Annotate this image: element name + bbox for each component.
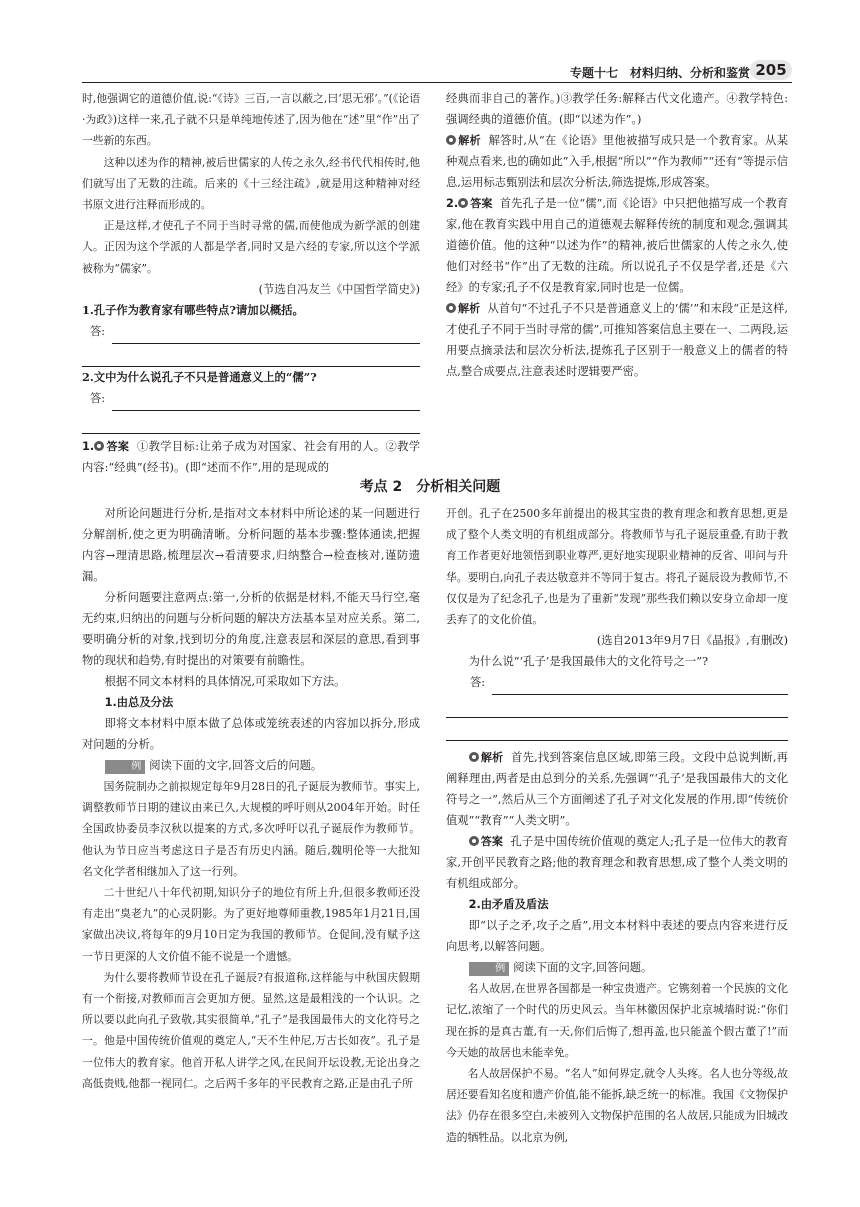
method-title: 2.由矛盾及盾法 xyxy=(468,898,549,912)
question: 为什么说“‘孔子’是我国最伟大的文化符号之一”? xyxy=(468,655,709,669)
example-prompt xyxy=(82,755,420,776)
answer-tag: 答案 xyxy=(470,197,493,210)
method-description: 即将文本材料中原本做了总体或笼统表述的内容加以拆分,形成对问题的分析。 xyxy=(82,717,420,751)
answer-number: 1. xyxy=(82,439,95,453)
header-title: 专题十七 材料归纳、分析和鉴赏 xyxy=(569,66,750,80)
answer-text: 首先孔子是一位“儒”,而《论语》中只把他描写成一个教育家,他在教育实践中用自己的道德观去解释传统的制度和观念,强调其道德价值。他的这种“以述为作”的精神,被后世儒家的人传之永久,使他们对经书“作”出了无数的注疏。所以说孔子不仅是学者,还是《六经》的专家;孔子不仅是教育家,同时也是一位儒。 xyxy=(446,197,788,294)
answer-area-3[interactable] xyxy=(446,672,788,741)
source-citation: (选自2013年9月7日《晶报》,有删改) xyxy=(596,634,788,648)
answer-number: 2. xyxy=(446,197,459,210)
answer-label: 答: xyxy=(470,672,489,693)
passage-paragraph: 二十世纪八十年代初期,知识分子的地位有所上升,但很多教师还没有走出“臭老九”的心灵阴影。为了更好地尊师重教,1985年1月21日,国家做出决议,将每年的9月10日定为我国的教师节。仓促间,没有赋予这一节日更深的人文价值不能不说是一个遗憾。 xyxy=(82,886,420,963)
passage-paragraph: 国务院制办之前拟规定每年9月28日的孔子诞辰为教师节。事实上,调整教师节日期的建议由来已久,大规模的呼吁则从2004年开始。时任全国政协委员李汉秋以提案的方式,多次呼吁以孔子诞辰作为教师节。他认为节日应当考虑这日子是否有历史内涵。随后,魏明伦等一大批知名文化学者相继加入了这一行列。 xyxy=(82,780,420,878)
analysis-tag: 解析 xyxy=(458,302,481,315)
answer-icon xyxy=(458,198,468,208)
passage-paragraph: 名人故居保护不易。“名人”如何界定,就令人头疼。名人也分等级,故居还要看知名度和遗产价值,能不能拆,缺乏统一的标准。我国《文物保护法》仍存在很多空白,未被列入文物保护范围的名人故居,只能成为旧城改造的牺牲品。以北京为例, xyxy=(446,1067,788,1144)
example-prompt xyxy=(446,957,788,978)
passage-paragraph: 开创。孔子在2500多年前提出的极其宝贵的教育理念和教育思想,更是成了整个人类文明的有机组成部分。将教师节与孔子诞辰重叠,有助于教育工作者更好地领悟到职业尊严,更好地实现职业精神的反省、叩问与升华。要明白,向孔子表达敬意并不等同于复古。将孔子诞辰设为教师节,不仅仅是为了纪念孔子,也是为了重新“发现”那些我们赖以安身立命却一度丢弃了的文化价值。 xyxy=(446,507,788,627)
answer-text: ①教学目标:让弟子成为对国家、社会有用的人。②教学内容:“经典”(经书)。(即“述而不作”,用的是现成的 xyxy=(82,439,421,474)
analysis-text: 解答时,从“在《论语》里他被描写成只是一个教育家。从某种观点看来,也的确如此”入手,根据“所以”“作为教师”“还有”等提示信息,运用标志甄别法和层次分析法,筛选提炼,形成答案。 xyxy=(446,134,788,189)
answer-label: 答: xyxy=(90,388,109,409)
answer-tag: 答案 xyxy=(480,835,503,849)
analysis-text: 从首句“不过孔子不只是普通意义上的‘儒’”和末段“正是这样,才使孔子不同于当时寻常的儒”,可推知答案信息主要在一、二两段,运用要点摘录法和层次分析法,提炼孔子区别于一般意义上的儒者的特点,整合成要点,注意表述时逻辑要严密。 xyxy=(446,302,789,378)
answer-icon xyxy=(94,441,104,451)
page-number: 205 xyxy=(750,60,792,80)
analysis-3 xyxy=(446,747,788,831)
section-title: 考点 2 分析相关问题 xyxy=(359,479,501,495)
analysis-icon xyxy=(446,135,456,145)
example-prompt-text: 阅读下面的文字,回答问题。 xyxy=(513,961,653,975)
answer-label: 答: xyxy=(90,321,109,342)
passage-paragraph: 名人故居,在世界各国都是一种宝贵遗产。它镌刻着一个民族的文化记忆,浓缩了一个时代的历史风云。当年林徽因保护北京城墙时说:“你们现在拆的是真古董,有一天,你们后悔了,想再盖,也只能盖个假古董了!”而今天她的故居也未能幸免。 xyxy=(446,982,788,1059)
analysis-1 xyxy=(446,130,788,193)
answer-area-1[interactable] xyxy=(82,321,420,367)
bottom-left-column xyxy=(82,503,420,1094)
passage-paragraph: 正是这样,才使孔子不同于当时寻常的儒,而使他成为新学派的创建人。正因为这个学派的人都是学者,同时又是六经的专家,所以这个学派被称为“儒家”。 xyxy=(82,219,420,275)
passage-paragraph: 时,他强调它的道德价值,说:“《诗》三百,一言以蔽之,曰‘思无邪’。”(《论语·为政》)这样一来,孔子就不只是单纯地传述了,因为他在“述”里“作”出了一些新的东西。 xyxy=(82,92,420,148)
example-prompt-text: 阅读下面的文字,回答文后的问题。 xyxy=(149,759,323,772)
example-tag: 例 xyxy=(105,760,146,774)
intro-paragraph: 对所论问题进行分析,是指对文本材料中所论述的某一问题进行分解剖析,使之更为明确清晰。分析问题的基本步骤:整体通读,把握内容→理清思路,梳理层次→看清要求,归纳整合→检查核对,谨防遗漏。 xyxy=(82,507,420,583)
answer-area-2[interactable] xyxy=(82,388,420,434)
analysis-icon xyxy=(469,752,479,762)
intro-paragraph: 根据不同文本材料的具体情况,可采取如下方法。 xyxy=(104,675,346,688)
intro-paragraph: 分析问题要注意两点:第一,分析的依据是材料,不能天马行空,毫无约束,归纳出的问题与分析问题的解决方法基本呈对应关系。第二,要明确分析的对象,找到切分的角度,注意表层和深层的意思,看到事物的现状和趋势,有时提出的对策要有前瞻性。 xyxy=(82,591,420,667)
top-left-column xyxy=(82,88,420,478)
analysis-tag: 解析 xyxy=(458,134,481,147)
method-description: 即“以子之矛,攻子之盾”,用文本材料中表述的要点内容来进行反向思考,以解答问题。 xyxy=(446,919,788,954)
method-title: 1.由总及分法 xyxy=(104,696,174,709)
passage-paragraph: 这种以述为作的精神,被后世儒家的人传之永久,经书代代相传时,他们就写出了无数的注疏。后来的《十三经注疏》,就是用这种精神对经书原文进行注释而形成的。 xyxy=(82,155,420,212)
question-1: 1.孔子作为教育家有哪些特点?请加以概括。 xyxy=(82,302,304,317)
page-header xyxy=(0,0,860,80)
question-2: 2.文中为什么说孔子不只是普通意义上的“儒”? xyxy=(82,369,317,384)
answer-icon xyxy=(469,836,479,846)
passage-paragraph: 为什么要将教师节设在孔子诞辰?有报道称,这样能与中秋国庆假期有一个衔接,对教师而言会更加方便。显然,这是最粗浅的一个认识。之所以要以此向孔子致敬,其实很简单,“孔子”是我国最伟大的文化符号之一。他是中国传统价值观的奠定人,“天不生仲尼,万古长如夜”。孔子是一位伟大的教育家。他首开私人讲学之风,在民间开坛设教,无论出身之高低贵贱,他都一视同仁。之后两千多年的平民教育之路,正是由孔子所 xyxy=(82,970,420,1090)
answer-tag: 答案 xyxy=(106,439,130,453)
top-right-column xyxy=(446,88,788,382)
source-citation: (节选自冯友兰《中国哲学简史》) xyxy=(258,282,420,296)
analysis-2 xyxy=(446,298,788,382)
example-tag: 例 xyxy=(469,962,510,976)
answer-continuation: 经典而非自己的著作。)③教学任务:解释古代文化遗产。④教学特色:强调经典的道德价值。(即“以述为作”。) xyxy=(446,92,788,126)
analysis-text: 首先,找到答案信息区域,即第三段。文段中总说判断,再阐释理由,两者是由总到分的关系,先强调“‘孔子’是我国最伟大的文化符号之一”,然后从三个方面阐述了孔子对文化发展的作用,即“传统价值观”“教育”“人类文明”。 xyxy=(446,751,789,828)
bottom-right-column xyxy=(446,503,788,1148)
answer-2 xyxy=(446,193,788,298)
answer-3 xyxy=(446,831,788,894)
answer-1 xyxy=(82,436,420,478)
analysis-tag: 解析 xyxy=(480,751,504,765)
answer-text: 孔子是中国传统价值观的奠定人;孔子是一位伟大的教育家,开创平民教育之路;他的教育理念和教育思想,成了整个人类文明的有机组成部分。 xyxy=(446,835,789,891)
header-rule xyxy=(82,82,792,83)
analysis-icon xyxy=(446,303,456,313)
